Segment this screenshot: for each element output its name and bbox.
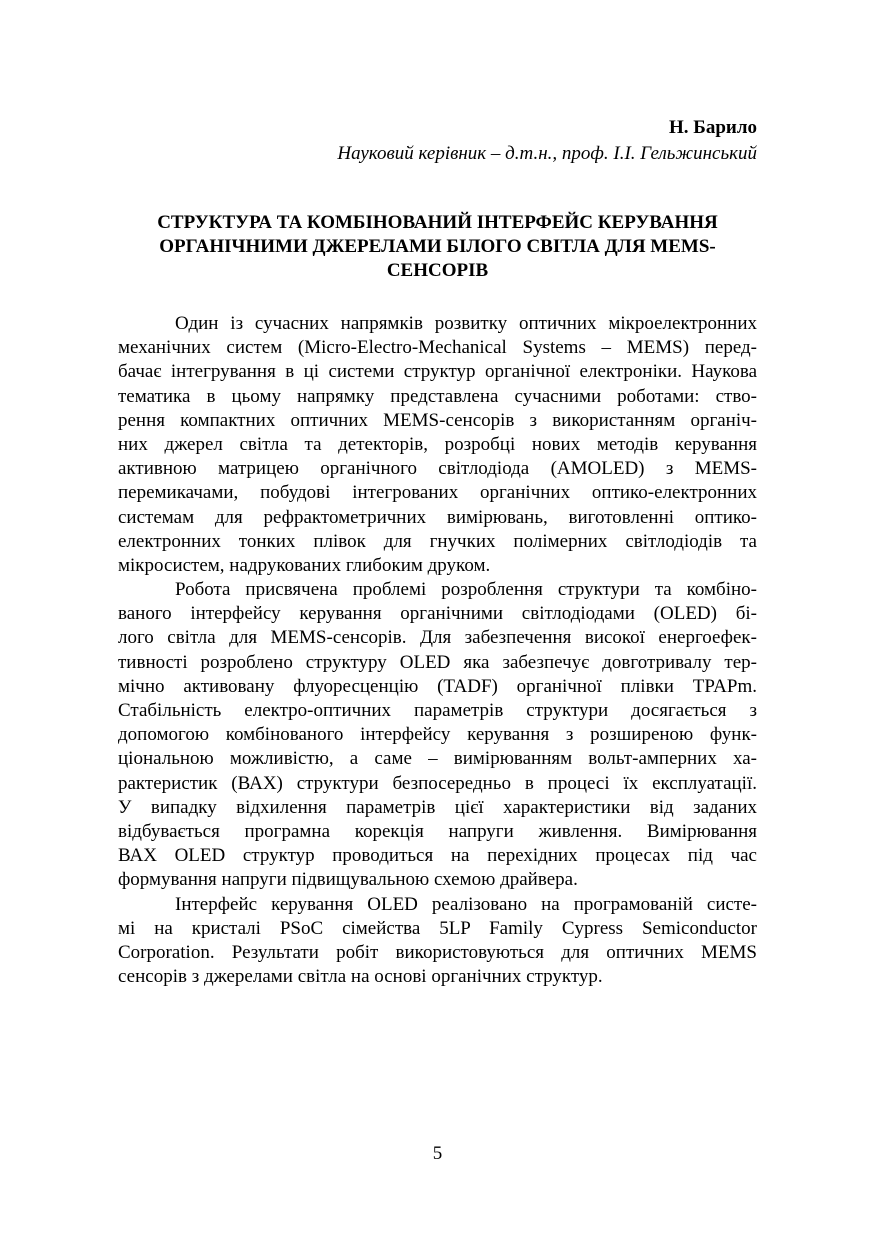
page-number: 5 — [432, 1143, 443, 1164]
text-line: ціональною можливістю, а саме – вимірюванням вольт-амперних ха- — [118, 748, 757, 770]
title-line: СТРУКТУРА ТА КОМБІНОВАНИЙ ІНТЕРФЕЙС КЕРУВАННЯ — [157, 212, 718, 233]
article-title — [118, 211, 757, 283]
text-line: допомогою комбінованого інтерфейсу керування з розширеною функ- — [118, 724, 757, 746]
supervisor-line: Науковий керівник – д.т.н., проф. І.І. Гельжинський — [337, 143, 757, 164]
text-line: них джерел світла та детекторів, розробці нових методів керування — [118, 433, 757, 455]
text-line: відбувається програмна корекція напруги живлення. Вимірювання — [118, 820, 757, 842]
text-line: тивності розроблено структуру OLED яка забезпечує довготривалу тер- — [118, 651, 757, 673]
text-line: мічно активовану флуоресценцію (TADF) органічної плівки TPAPm. — [118, 675, 757, 697]
text-line: системам для рефрактометричних вимірювань, виготовленні оптико- — [118, 506, 757, 528]
text-line: ваного інтерфейсу керування органічними світлодіодами (OLED) бі- — [118, 603, 757, 625]
text-line: У випадку відхилення параметрів цієї характеристики від заданих — [118, 796, 757, 818]
title-line: СЕНСОРІВ — [386, 260, 489, 281]
text-line: мі на кристалі PSoC сімейства 5LP Family Cypress Semiconductor — [118, 917, 757, 939]
text-line: Стабільність електро-оптичних параметрів структури досягається з — [118, 700, 757, 721]
document-page — [118, 0, 757, 1240]
text-line: рення компактних оптичних MEMS-сенсорів з використанням органіч- — [118, 409, 757, 431]
article-body — [118, 312, 757, 989]
text-line: електронних тонких плівок для гнучких полімерних світлодіодів та — [118, 530, 757, 552]
text-line: Інтерфейс керування OLED реалізовано на програмованій систе- — [175, 893, 757, 915]
paragraph-3 — [118, 893, 757, 990]
title-line: ОРГАНІЧНИМИ ДЖЕРЕЛАМИ БІЛОГО СВІТЛА ДЛЯ MEMS- — [159, 236, 716, 257]
text-line: перемикачами, побудові інтегрованих органічних оптико-електронних — [118, 482, 757, 504]
text-line: тематика в цьому напрямку представлена сучасними роботами: ство- — [118, 385, 757, 407]
text-line: бачає інтегрування в ці системи структур органічної електроніки. Наукова — [118, 361, 757, 383]
text-line: активною матрицею органічного світлодіода (AMOLED) з MEMS- — [118, 458, 757, 480]
text-line: Один із сучасних напрямків розвитку оптичних мікроелектронних — [175, 313, 757, 334]
author-name: Н. Барило — [668, 117, 757, 138]
text-line: мікросистем, надрукованих глибоким друком. — [118, 554, 491, 576]
text-line: Corporation. Результати робіт використовуються для оптичних MEMS — [118, 941, 757, 963]
text-line: формування напруги підвищувальною схемою драйвера. — [118, 869, 578, 891]
text-line: механічних систем (Micro-Electro-Mechanical Systems – MEMS) перед- — [118, 337, 757, 359]
text-line: Робота присвячена проблемі розроблення структури та комбіно- — [175, 579, 757, 601]
paragraph-1 — [118, 312, 757, 578]
paragraph-2 — [118, 578, 757, 892]
text-line: лого світла для MEMS-сенсорів. Для забезпечення високої енергоефек- — [118, 627, 757, 649]
text-line: ВАХ OLED структур проводиться на перехідних процесах під час — [118, 845, 757, 867]
text-line: рактеристик (ВАХ) структури безпосередньо в процесі їх експлуатації. — [118, 772, 757, 794]
text-line: сенсорів з джерелами світла на основі органічних структур. — [118, 966, 603, 988]
